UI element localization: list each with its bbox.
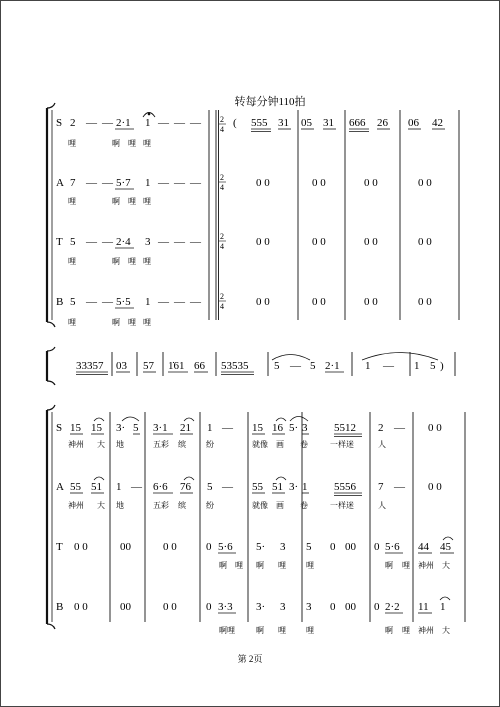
- score-glyph: 5·: [289, 422, 299, 434]
- score-glyph: 11: [418, 601, 429, 613]
- system3-alto: [56, 477, 442, 510]
- score-glyph: 地: [116, 440, 124, 449]
- score-glyph: —: [383, 360, 394, 372]
- score-glyph: 5·5: [116, 296, 131, 308]
- score-glyph: 7: [70, 177, 76, 189]
- score-glyph: —: [222, 422, 233, 434]
- score-glyph: 00: [120, 601, 131, 613]
- score-glyph: 哩: [235, 561, 243, 570]
- score-glyph: 3·: [256, 601, 266, 613]
- score-glyph: 啊: [219, 561, 227, 570]
- score-glyph: 3·1: [153, 422, 168, 434]
- score-glyph: 啊: [112, 139, 120, 148]
- score-glyph: 3: [280, 541, 286, 553]
- score-glyph: 哩: [278, 561, 286, 570]
- score-glyph: 1: [440, 601, 446, 613]
- score-glyph: 神州: [418, 626, 434, 635]
- score-glyph: 2: [70, 117, 76, 129]
- score-glyph: ): [440, 360, 444, 372]
- score-glyph: 3·3: [218, 601, 233, 613]
- score-glyph: 0 0: [418, 177, 432, 189]
- score-glyph: —: [102, 236, 113, 248]
- score-glyph: 5·7: [116, 177, 131, 189]
- score-glyph: 2: [220, 115, 224, 124]
- score-glyph: 1: [207, 422, 213, 434]
- score-glyph: 大: [442, 561, 450, 570]
- score-glyph: 3·: [289, 481, 299, 493]
- score-glyph: 1: [145, 177, 151, 189]
- score-glyph: 0 0: [364, 177, 378, 189]
- score-glyph: 3: [306, 601, 312, 613]
- score-glyph: 44: [418, 541, 429, 553]
- score-glyph: 卷: [300, 501, 308, 510]
- score-glyph: 5·: [256, 541, 266, 553]
- score-glyph: 哩: [68, 257, 76, 266]
- score-glyph: 5: [430, 360, 436, 372]
- score-glyph: 画: [276, 501, 284, 510]
- system3-tenor: [56, 537, 454, 570]
- score-glyph: 1: [145, 117, 151, 129]
- score-glyph: 0 0: [74, 541, 88, 553]
- score-glyph: 大: [97, 440, 105, 449]
- score-glyph: 5: [70, 296, 76, 308]
- tempo-text: 转每分钟110拍: [234, 96, 306, 108]
- score-glyph: 哩: [128, 139, 136, 148]
- score-glyph: 1̇61: [168, 360, 185, 372]
- score-glyph: —: [190, 177, 201, 189]
- score-glyph: 06: [408, 117, 419, 129]
- score-glyph: 啊: [112, 318, 120, 327]
- voice-label-t: T: [56, 236, 63, 248]
- score-glyph: T: [56, 541, 63, 553]
- score-glyph: 4: [220, 125, 224, 134]
- score-glyph: —: [190, 296, 201, 308]
- score-glyph: 0: [206, 601, 212, 613]
- score-glyph: 0 0: [256, 236, 270, 248]
- score-glyph: 哩: [143, 139, 151, 148]
- score-glyph: 31: [323, 117, 334, 129]
- score-glyph: 05: [301, 117, 312, 129]
- score-glyph: 03: [116, 360, 127, 372]
- score-glyph: —: [174, 177, 185, 189]
- score-glyph: —: [102, 117, 113, 129]
- system1-bass: [56, 292, 432, 327]
- score-glyph: 缤: [178, 501, 186, 510]
- score-glyph: 0: [374, 601, 380, 613]
- score-glyph: 3: [302, 422, 308, 434]
- score-glyph: 5: [207, 481, 213, 493]
- voice-label-a: A: [56, 177, 64, 189]
- score-glyph: —: [174, 236, 185, 248]
- score-glyph: —: [190, 236, 201, 248]
- score-glyph: —: [222, 481, 233, 493]
- score-glyph: 00: [120, 541, 131, 553]
- score-glyph: 5: [274, 360, 280, 372]
- score-glyph: 5: [70, 236, 76, 248]
- score-glyph: 2·4: [116, 236, 131, 248]
- score-glyph: 15: [252, 422, 263, 434]
- score-glyph: 五彩: [153, 440, 169, 449]
- score-glyph: 人: [378, 440, 386, 449]
- score-glyph: —: [86, 236, 97, 248]
- score-glyph: 55: [252, 481, 263, 493]
- score-glyph: 2: [220, 173, 224, 182]
- score-glyph: 0: [374, 541, 380, 553]
- score-glyph: 哩: [128, 197, 136, 206]
- score-glyph: 51: [91, 481, 102, 493]
- score-glyph: 0 0: [364, 236, 378, 248]
- score-glyph: 16: [272, 422, 283, 434]
- score-glyph: 0 0: [428, 481, 442, 493]
- score-glyph: 26: [377, 117, 388, 129]
- score-glyph: 啊: [112, 197, 120, 206]
- score-glyph: —: [86, 177, 97, 189]
- score-glyph: 0 0: [74, 601, 88, 613]
- score-glyph: —: [158, 236, 169, 248]
- score-glyph: —: [102, 177, 113, 189]
- score-glyph: 1: [414, 360, 420, 372]
- score-glyph: 51: [272, 481, 283, 493]
- score-glyph: 3: [145, 236, 151, 248]
- system-3: [47, 405, 465, 629]
- score-glyph: 0 0: [418, 236, 432, 248]
- system1-soprano: [56, 115, 445, 148]
- score-glyph: 3: [280, 601, 286, 613]
- score-glyph: —: [290, 360, 301, 372]
- score-glyph: 4: [220, 302, 224, 311]
- score-glyph: —: [131, 481, 142, 493]
- score-glyph: —: [190, 117, 201, 129]
- score-glyph: 0 0: [312, 296, 326, 308]
- system1-tenor: [56, 232, 432, 266]
- system-1: [47, 103, 459, 327]
- score-glyph: 人: [378, 501, 386, 510]
- score-glyph: 大: [97, 501, 105, 510]
- score-glyph: 0 0: [312, 177, 326, 189]
- score-glyph: 2: [378, 422, 384, 434]
- score-glyph: 五彩: [153, 501, 169, 510]
- score-glyph: 哩: [128, 257, 136, 266]
- score-glyph: 33357: [76, 360, 104, 372]
- score-glyph: 00: [345, 541, 356, 553]
- score-glyph: S: [56, 422, 63, 434]
- score-glyph: 666: [349, 117, 366, 129]
- score-glyph: 555: [251, 117, 268, 129]
- score-glyph: 0 0: [312, 236, 326, 248]
- score-glyph: 45: [440, 541, 451, 553]
- score-glyph: 66: [194, 360, 205, 372]
- score-glyph: 哩: [68, 318, 76, 327]
- score-glyph: 哩: [143, 318, 151, 327]
- score-glyph: 神州: [68, 440, 84, 449]
- score-glyph: 0 0: [163, 541, 177, 553]
- score-glyph: 纷: [206, 501, 214, 510]
- score-glyph: —: [394, 422, 405, 434]
- score-glyph: —: [158, 177, 169, 189]
- score-glyph: 0 0: [256, 296, 270, 308]
- score-glyph: 2·1: [116, 117, 131, 129]
- score-glyph: 0: [206, 541, 212, 553]
- score-glyph: 1: [302, 481, 308, 493]
- score-glyph: 2: [220, 232, 224, 241]
- score-glyph: —: [158, 296, 169, 308]
- score-glyph: 5: [306, 541, 312, 553]
- score-glyph: B: [56, 601, 64, 613]
- system1-alto: [56, 173, 432, 206]
- voice-label-b: B: [56, 296, 64, 308]
- score-glyph: 0 0: [256, 177, 270, 189]
- score-glyph: 31: [278, 117, 289, 129]
- score-glyph: 哩: [143, 257, 151, 266]
- score-glyph: 57: [143, 360, 154, 372]
- score-glyph: 5: [133, 422, 139, 434]
- score-glyph: 0: [330, 601, 336, 613]
- score-glyph: 啊: [256, 626, 264, 635]
- score-glyph: 3·: [116, 422, 126, 434]
- score-glyph: —: [86, 117, 97, 129]
- score-glyph: 哩: [402, 626, 410, 635]
- score-glyph: —: [158, 117, 169, 129]
- score-glyph: 神州: [68, 501, 84, 510]
- score-glyph: 啊: [256, 561, 264, 570]
- score-glyph: 卷: [300, 440, 308, 449]
- score-glyph: 哩: [278, 626, 286, 635]
- score-glyph: 0 0: [364, 296, 378, 308]
- score-glyph: —: [174, 117, 185, 129]
- score-glyph: (: [233, 117, 237, 129]
- score-glyph: 00: [345, 601, 356, 613]
- score-glyph: 1: [365, 360, 371, 372]
- score-glyph: 哩: [306, 561, 314, 570]
- score-glyph: 7: [378, 481, 384, 493]
- score-glyph: 哩: [128, 318, 136, 327]
- score-glyph: 哩: [68, 197, 76, 206]
- score-glyph: 15: [70, 422, 81, 434]
- score-glyph: 21: [180, 422, 191, 434]
- score-glyph: 55: [70, 481, 81, 493]
- score-glyph: 4: [220, 183, 224, 192]
- score-glyph: 0 0: [428, 422, 442, 434]
- score-glyph: 大: [442, 626, 450, 635]
- score-glyph: A: [56, 481, 64, 493]
- score-glyph: 15: [91, 422, 102, 434]
- score-glyph: —: [394, 481, 405, 493]
- score-glyph: 一样迷: [330, 440, 354, 449]
- score-glyph: 2·2: [385, 601, 400, 613]
- score-glyph: 0 0: [418, 296, 432, 308]
- voice-label-s: S: [56, 117, 63, 129]
- score-glyph: 6·6: [153, 481, 168, 493]
- score-glyph: 1: [116, 481, 122, 493]
- score-glyph: 地: [116, 501, 124, 510]
- score-glyph: 53535: [221, 360, 249, 372]
- score-glyph: 0: [330, 541, 336, 553]
- score-glyph: 神州: [418, 561, 434, 570]
- score-glyph: 啊哩: [219, 626, 235, 635]
- score-glyph: 就像: [252, 440, 268, 449]
- score-glyph: 缤: [178, 440, 186, 449]
- system-2: [47, 347, 455, 385]
- score-glyph: 4: [220, 242, 224, 251]
- score-glyph: 纷: [206, 440, 214, 449]
- score-glyph: 一样迷: [330, 501, 354, 510]
- score-glyph: 5·6: [218, 541, 233, 553]
- score-glyph: 啊: [112, 257, 120, 266]
- score-glyph: 就像: [252, 501, 268, 510]
- system3-soprano: [56, 417, 442, 450]
- score-glyph: 2: [220, 292, 224, 301]
- score-glyph: —: [102, 296, 113, 308]
- score-glyph: 5512: [334, 422, 356, 434]
- score-glyph: 哩: [306, 626, 314, 635]
- score-glyph: —: [174, 296, 185, 308]
- score-glyph: 啊: [385, 626, 393, 635]
- score-glyph: 啊: [385, 561, 393, 570]
- system3-bass: [56, 597, 450, 635]
- score-glyph: 5556: [334, 481, 356, 493]
- score-glyph: 哩: [68, 139, 76, 148]
- score-glyph: —: [86, 296, 97, 308]
- score-glyph: 2·1: [325, 360, 340, 372]
- score-glyph: 76: [180, 481, 191, 493]
- score-glyph: 42: [432, 117, 443, 129]
- score-glyph: 哩: [402, 561, 410, 570]
- score-glyph: 画: [276, 440, 284, 449]
- page-number: 第 2页: [237, 654, 263, 664]
- score-glyph: 5·6: [385, 541, 400, 553]
- score-glyph: 哩: [143, 197, 151, 206]
- score-glyph: 0 0: [163, 601, 177, 613]
- score-glyph: 5: [310, 360, 316, 372]
- score-glyph: 1: [145, 296, 151, 308]
